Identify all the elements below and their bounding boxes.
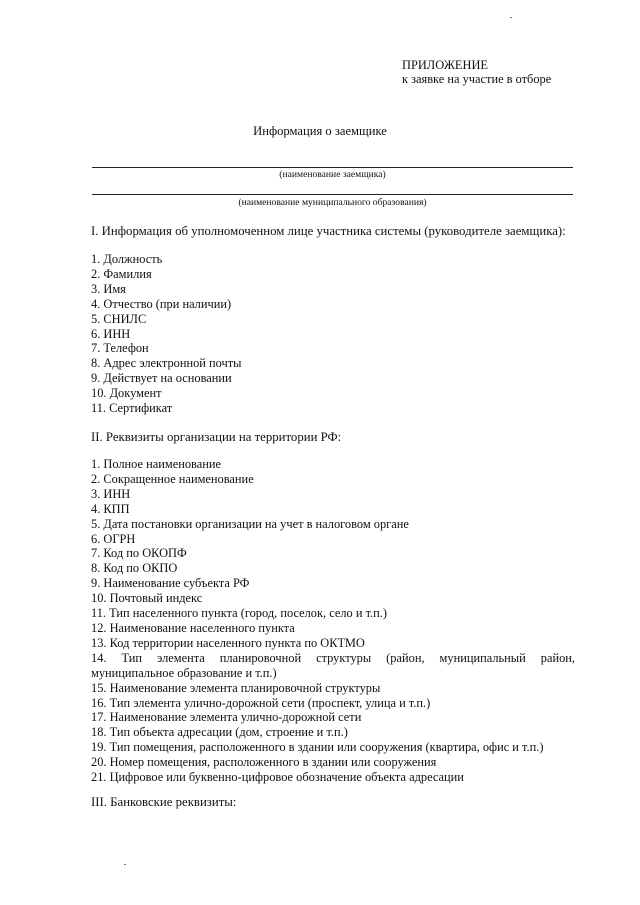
list-item: 12. Наименование населенного пункта [91, 620, 295, 635]
list-item: 2. Сокращенное наименование [91, 471, 254, 486]
document-title: Информация о заемщике [253, 124, 387, 138]
annex-title: ПРИЛОЖЕНИЕ [402, 58, 488, 72]
list-item: 15. Наименование элемента планировочной структуры [91, 680, 381, 695]
municipality-name-caption: (наименование муниципального образования) [238, 197, 427, 208]
list-item: 11. Тип населенного пункта (город, поселок, село и т.п.) [91, 606, 388, 621]
section-3-title: III. Банковские реквизиты: [91, 795, 237, 809]
list-item: 17. Наименование элемента улично-дорожной сети [91, 710, 362, 725]
list-item: 9. Наименование субъекта РФ [91, 576, 250, 591]
section-1-list [91, 252, 575, 416]
list-item: 10. Почтовый индекс [91, 591, 203, 606]
borrower-name-line [92, 167, 573, 168]
list-item: 6. ИНН [91, 326, 131, 341]
list-item: 13. Код территории населенного пункта по ОКТМО [91, 635, 365, 650]
scan-speck [510, 17, 512, 18]
list-item: 10. Документ [91, 386, 162, 401]
list-item: 3. ИНН [91, 486, 131, 501]
list-item: 14. Тип элемента планировочной структуры (район, муниципальный район, муниципальное образование и т.п.) [91, 650, 575, 680]
list-item: 3. Имя [91, 281, 126, 296]
list-item: 19. Тип помещения, расположенного в здании или сооружения (квартира, офис и т.п.) [91, 740, 544, 755]
annex-header [402, 58, 551, 86]
list-item: 7. Код по ОКОПФ [91, 546, 187, 561]
list-item: 5. СНИЛС [91, 311, 147, 326]
section-2-title: II. Реквизиты организации на территории РФ: [91, 430, 342, 444]
list-item: 21. Цифровое или буквенно-цифровое обозначение объекта адресации [91, 770, 464, 785]
municipality-name-line [92, 194, 573, 195]
list-item: 2. Фамилия [91, 266, 152, 281]
list-item: 4. Отчество (при наличии) [91, 296, 232, 311]
list-item: 4. КПП [91, 501, 130, 516]
section-1-title: I. Информация об уполномоченном лице участника системы (руководителе заемщика): [91, 224, 566, 238]
list-item: 9. Действует на основании [91, 371, 232, 386]
list-item: 6. ОГРН [91, 531, 136, 546]
list-item: 16. Тип элемента улично-дорожной сети (проспект, улица и т.п.) [91, 695, 431, 710]
list-item: 8. Код по ОКПО [91, 561, 178, 576]
list-item: 11. Сертификат [91, 401, 173, 416]
list-item: 8. Адрес электронной почты [91, 356, 242, 371]
list-item: 1. Полное наименование [91, 457, 222, 471]
list-item: 20. Номер помещения, расположенного в здании или сооружения [91, 755, 437, 770]
section-2-list [91, 457, 575, 785]
annex-subtitle: к заявке на участие в отборе [402, 72, 552, 86]
list-item: 18. Тип объекта адресации (дом, строение и т.п.) [91, 725, 348, 740]
borrower-name-caption: (наименование заемщика) [279, 169, 386, 180]
list-item: 1. Должность [91, 252, 163, 266]
list-item: 5. Дата постановки организации на учет в налоговом органе [91, 516, 409, 531]
scan-speck [124, 864, 126, 865]
list-item: 7. Телефон [91, 341, 149, 356]
